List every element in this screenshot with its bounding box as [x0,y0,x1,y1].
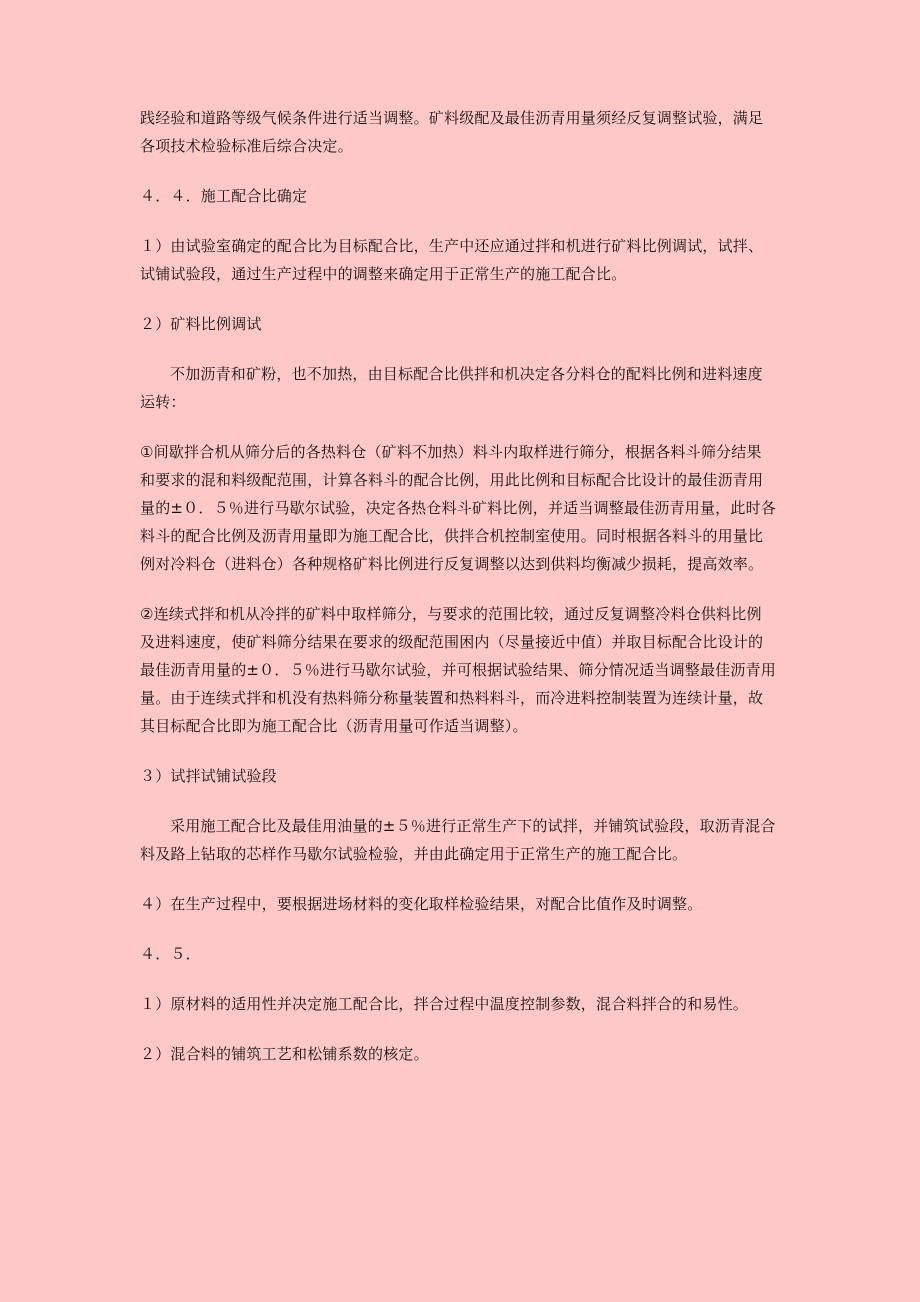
paragraph-mix-adjustment: 践经验和道路等级气候条件进行适当调整。矿料级配及最佳沥青用量须经反复调整试验，满足各项技术检验标准后综合决定。 [140,109,764,155]
paragraph-item-4: ４）在生产过程中，要根据进场材料的变化取样检验结果，对配合比值作及时调整。 [140,895,703,913]
document-body [140,104,776,1068]
paragraph-4-5-item-2: ２）混合料的铺筑工艺和松铺系数的核定。 [140,1045,429,1063]
paragraph-trial-section: 采用施工配合比及最佳用油量的±５％进行正常生产下的试拌，并铺筑试验段，取沥青混合料及路上钻取的芯样作马歇尔试验检验，并由此确定用于正常生产的施工配合比。 [140,817,776,863]
paragraph-4-5-item-1: １）原材料的适用性并决定施工配合比，拌合过程中温度控制参数，混合料拌合的和易性。 [140,995,749,1013]
subheading-item-3: ３）试拌试铺试验段 [140,767,277,785]
subheading-item-2: ２）矿料比例调试 [140,315,262,333]
paragraph-no-asphalt: 不加沥青和矿粉，也不加热，由目标配合比供拌和机决定各分料仓的配料比例和进料速度运转： [140,365,763,411]
heading-4-5: ４．５． [140,945,201,963]
paragraph-continuous-mixer: ②连续式拌和机从冷拌的矿料中取样筛分，与要求的范围比较，通过反复调整冷料仓供料比例及进料速度，使矿料筛分结果在要求的级配范围困内（尽量接近中值）并取目标配合比设计的最佳沥青用量的±０．５％进行马歇尔试验，并可根据试验结果、筛分情况适当调整最佳沥青用量。由于连续式拌和机没有热料筛分称量装置和热料料斗，而冷进料控制装置为连续计量，故其目标配合比即为施工配合比（沥青用量可作适当调整）。 [140,605,776,735]
heading-4-4: ４．４．施工配合比确定 [140,187,308,205]
paragraph-batch-mixer: ①间歇拌合机从筛分后的各热料仓（矿料不加热）料斗内取样进行筛分，根据各料斗筛分结果和要求的混和料级配范围，计算各料斗的配合比例，用此比例和目标配合比设计的最佳沥青用量的±０．５％进行马歇尔试验，决定各热仓料斗矿料比例，并适当调整最佳沥青用量，此时各料斗的配合比例及沥青用量即为施工配合比，供拌合机控制室使用。同时根据各料斗的用量比例对冷料仓（进料仓）各种规格矿料比例进行反复调整以达到供料均衡减少损耗，提高效率。 [140,443,776,573]
paragraph-item-1: １）由试验室确定的配合比为目标配合比，生产中还应通过拌和机进行矿料比例调试，试拌、试铺试验段，通过生产过程中的调整来确定用于正常生产的施工配合比。 [140,237,764,283]
